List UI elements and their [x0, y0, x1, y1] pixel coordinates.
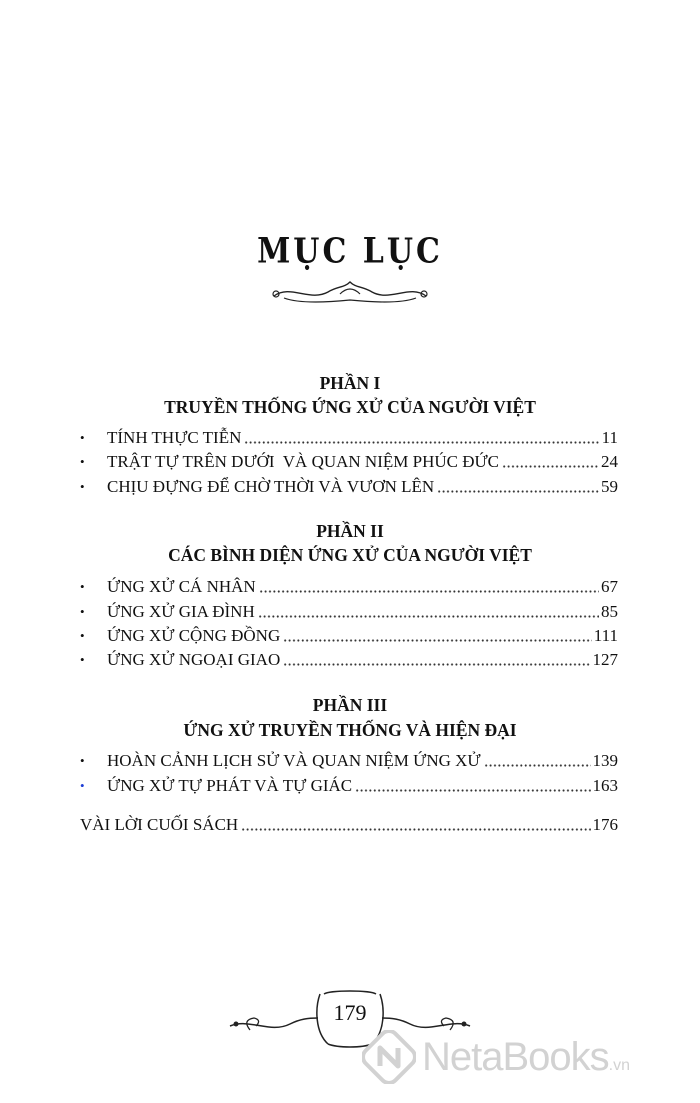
part-1-label: PHẦN I	[319, 373, 381, 393]
toc-entry-title: HOÀN CẢNH LỊCH SỬ VÀ QUAN NIỆM ỨNG XỬ	[107, 751, 481, 770]
toc-entry-page: 111	[593, 626, 618, 645]
toc-entry-page: 163	[592, 776, 618, 795]
toc-entry-page: 59	[601, 477, 618, 496]
toc-entry-title: ỨNG XỬ TỰ PHÁT VÀ TỰ GIÁC	[107, 776, 353, 795]
toc-entry[interactable]	[80, 750, 618, 772]
netabooks-logo-icon	[362, 1030, 416, 1084]
toc-entry-title: VÀI LỜI CUỐI SÁCH	[80, 815, 239, 834]
watermark-brand: NetaBooks	[422, 1034, 609, 1079]
toc-entry-title: TÍNH THỰC TIỄN	[107, 428, 242, 447]
toc-entry-page: 139	[592, 751, 618, 770]
part-2-title: CÁC BÌNH DIỆN ỨNG XỬ CỦA NGƯỜI VIỆT	[168, 545, 532, 565]
part-3-label: PHẦN III	[312, 695, 388, 715]
watermark	[362, 1026, 700, 1088]
toc-entry[interactable]	[80, 775, 618, 797]
bullet: •	[80, 604, 85, 619]
dot-leader	[244, 441, 599, 444]
toc-entry-closing[interactable]	[80, 814, 618, 836]
toc-entry[interactable]	[80, 427, 618, 449]
toc-entry[interactable]	[80, 601, 618, 623]
toc-entry-page: 24	[601, 452, 618, 471]
dot-leader	[355, 789, 590, 792]
toc-entry-page: 85	[601, 602, 618, 621]
toc-entry-title: CHỊU ĐỰNG ĐỂ CHỜ THỜI VÀ VƯƠN LÊN	[107, 477, 435, 496]
toc-entry-page: 11	[601, 428, 618, 447]
page-title: MỤC LỤC	[257, 231, 443, 272]
bullet: •	[80, 628, 85, 643]
toc-entry-title: ỨNG XỬ CÁ NHÂN	[107, 577, 256, 596]
dot-leader	[258, 615, 599, 618]
toc-entry-page: 127	[592, 650, 618, 669]
dot-leader	[283, 663, 590, 666]
bullet: •	[80, 430, 85, 445]
bullet: •	[80, 579, 85, 594]
toc-entry-title: ỨNG XỬ NGOẠI GIAO	[107, 650, 281, 669]
bullet: •	[80, 753, 85, 768]
dot-leader	[437, 490, 599, 493]
watermark-suffix: .vn	[608, 1057, 631, 1074]
bullet: •	[80, 778, 85, 793]
dot-leader	[283, 639, 592, 642]
toc-entry[interactable]	[80, 451, 618, 473]
toc-entry[interactable]	[80, 649, 618, 671]
bullet: •	[80, 454, 85, 469]
page-number: 179	[333, 1000, 367, 1025]
dot-leader	[241, 828, 590, 831]
dot-leader	[259, 590, 599, 593]
toc-entry-title: ỨNG XỬ CỘNG ĐỒNG	[107, 626, 281, 645]
toc-entry-page: 176	[592, 815, 618, 834]
toc-entry[interactable]	[80, 576, 618, 598]
toc-entry-title: ỨNG XỬ GIA ĐÌNH	[107, 602, 255, 621]
toc-entry-title: TRẬT TỰ TRÊN DƯỚI VÀ QUAN NIỆM PHÚC ĐỨC	[107, 452, 500, 471]
bullet: •	[80, 479, 85, 494]
part-3-title: ỨNG XỬ TRUYỀN THỐNG VÀ HIỆN ĐẠI	[183, 720, 517, 740]
toc-entry-page: 67	[601, 577, 618, 596]
part-1-title: TRUYỀN THỐNG ỨNG XỬ CỦA NGƯỜI VIỆT	[164, 397, 536, 417]
toc-entry[interactable]	[80, 476, 618, 498]
dot-leader	[484, 764, 591, 767]
dot-leader	[502, 465, 599, 468]
title-flourish-ornament	[270, 278, 430, 304]
part-2-label: PHẦN II	[316, 521, 384, 541]
bullet: •	[80, 652, 85, 667]
toc-entry[interactable]	[80, 625, 618, 647]
